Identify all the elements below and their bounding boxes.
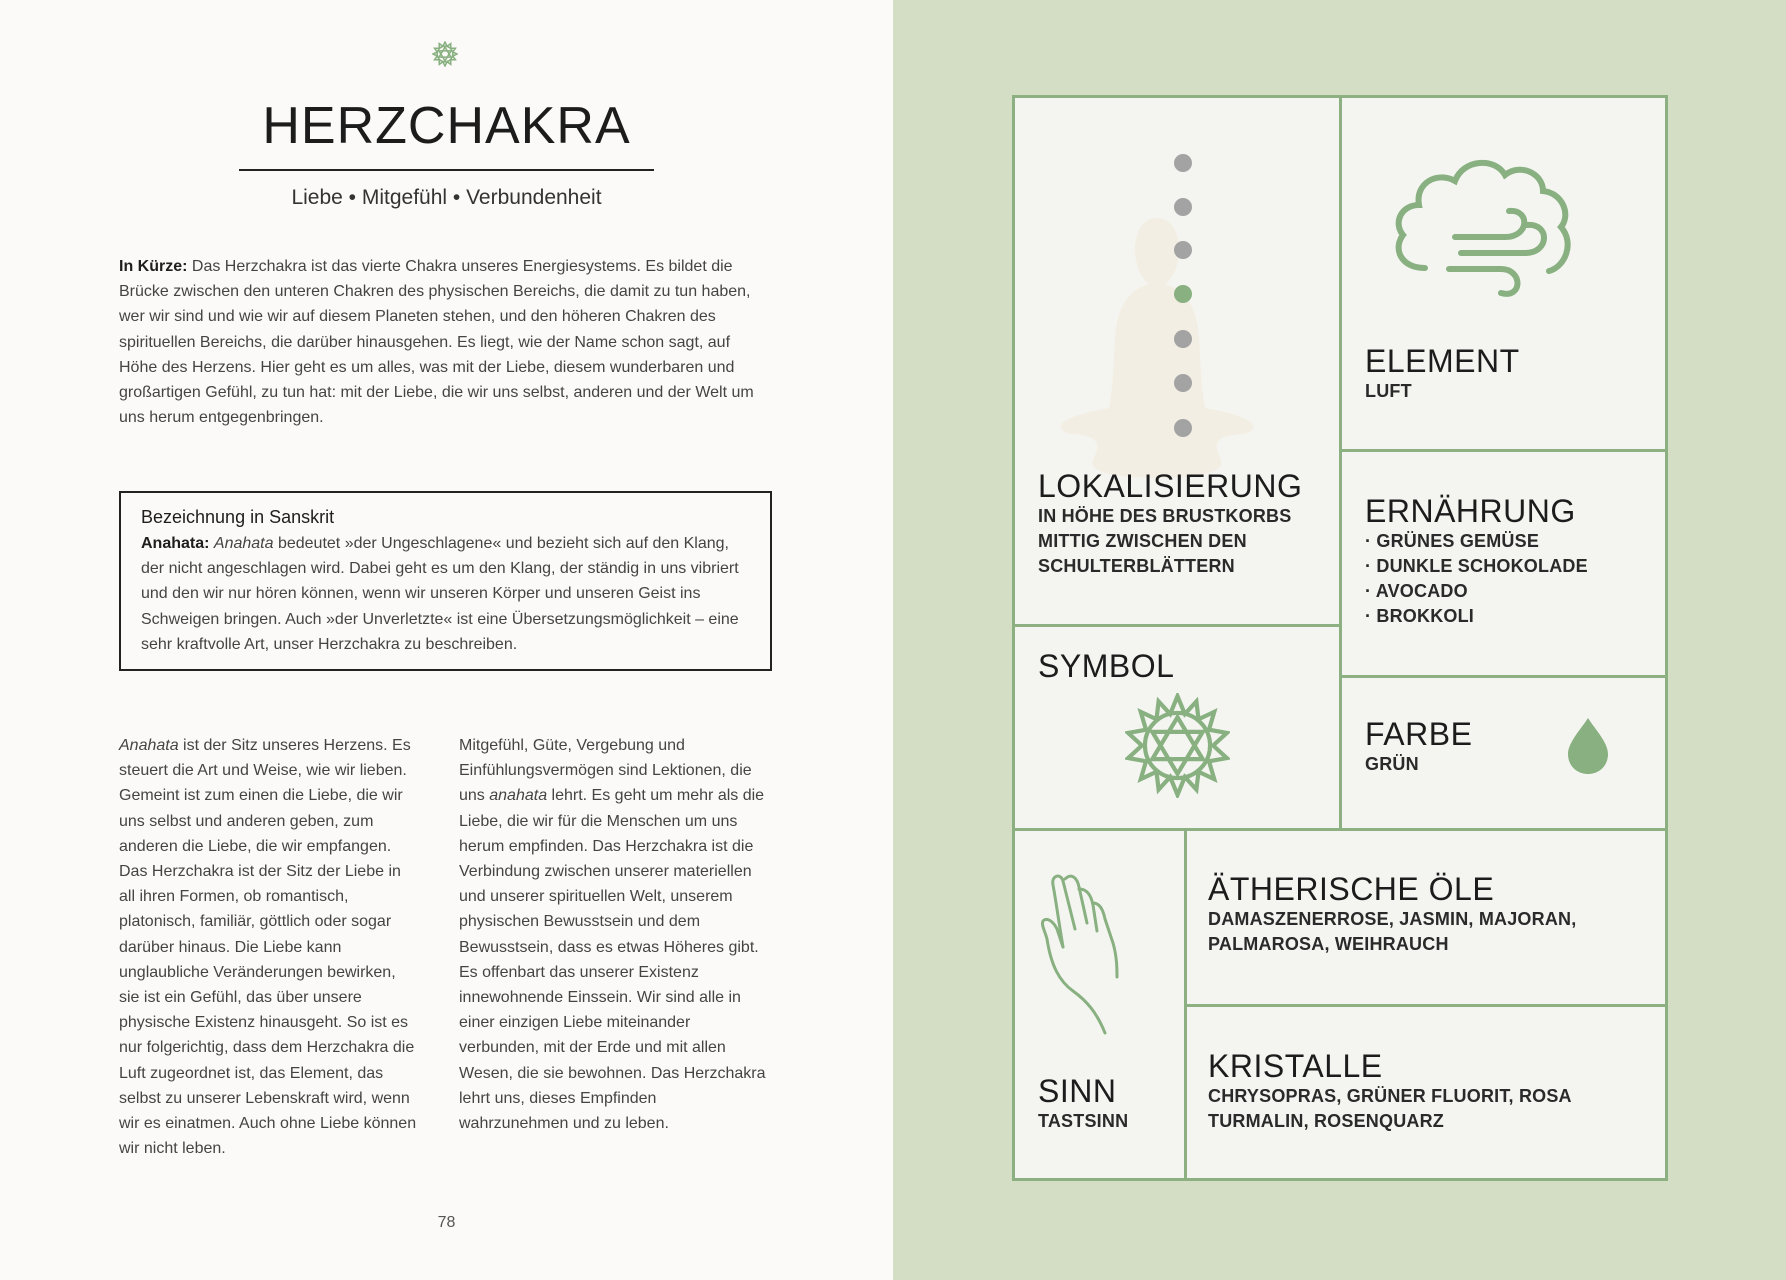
heart-chakra-symbol-icon	[1125, 693, 1230, 798]
oele-value	[1208, 907, 1576, 957]
sinn-value: TASTSINN	[1038, 1111, 1129, 1131]
grid-divider	[1339, 675, 1665, 678]
kristalle-label: KRISTALLE	[1208, 1048, 1383, 1084]
element-value: LUFT	[1365, 381, 1412, 401]
chakra-dot-crown	[1174, 154, 1192, 172]
ernaehrung-item: · GRÜNES GEMÜSE	[1365, 531, 1540, 551]
sanskrit-description: bedeutet »der Ungeschlagene« und bezieht sich auf den Klang, der nicht angeschlagen wird. Dabei geht es um den Klang, der ständig in uns vibriert und den wir nur hören können, wenn wir unseren Körper und unseren Geist ins Schweigen bringen. Auch »der Unverletzte« ist eine Übersetzungsmöglichkeit – eine sehr kraftvolle Art, unser Herzchakra zu beschreiben.	[141, 535, 739, 653]
chakra-dot-throat	[1174, 241, 1192, 259]
column1-term: Anahata	[119, 737, 179, 754]
grid-divider	[1339, 98, 1342, 828]
column1-text: ist der Sitz unseres Herzens. Es steuert die Art und Weise, wie wir lieben. Gemeint ist zum einen die Liebe, die wir uns selbst und anderen geben, zum anderen die Liebe, die wir empfangen. Das Herzchakra ist der Sitz der Liebe in all ihren Formen, ob romantisch, platonisch, familiär, göttlich oder sogar darüber hinaus. Die Liebe kann unglaubliche Veränderungen bewirken, sie ist ein Gefühl, das über unsere physische Existenz hinausgeht. So ist es nur folgerichtig, dass dem Herzchakra die Luft zugeordnet ist, das Element, das selbst zu unserer Lebenskraft wird, wenn wir es einatmen. Auch ohne Liebe können wir nicht leben.	[119, 737, 417, 1158]
green-drop-icon	[1568, 718, 1608, 774]
column2-text-a: Mitgefühl, Güte, Vergebung und Einfühlungsvermögen sind Lektionen, die uns	[459, 737, 752, 805]
body-column-1	[119, 733, 419, 1161]
farbe-label: FARBE	[1365, 716, 1473, 752]
oele-label: ÄTHERISCHE ÖLE	[1208, 871, 1495, 907]
oele-line: DAMASZENERROSE, JASMIN, MAJORAN,	[1208, 909, 1577, 929]
grid-divider	[1015, 828, 1665, 831]
sinn-label: SINN	[1038, 1073, 1117, 1109]
chakra-dot-heart-active	[1174, 285, 1192, 303]
chakra-dot-solar-plexus	[1174, 330, 1192, 348]
chakra-dot-third-eye	[1174, 198, 1192, 216]
grid-divider	[1339, 449, 1665, 452]
element-label: ELEMENT	[1365, 343, 1520, 379]
wind-cloud-icon	[1385, 153, 1585, 313]
column2-text-b: lehrt. Es geht um mehr als die Liebe, die wir für die Menschen um uns herum empfinden. Das Herzchakra ist die Verbindung zwischen unserer materiellen und unserer spirituellen Welt, unserem physischen Bewusstsein und dem Bewusstsein, dass es etwas Höheres gibt. Es offenbart das unserer Existenz innewohnende Einssein. Wir sind alle in einer einzigen Liebe miteinander verbunden, mit der Erde und mit allen Wesen, die sie bewohnen. Das Herzchakra lehrt uns, dieses Empfinden wahrzunehmen und zu leben.	[459, 787, 766, 1133]
lokalisierung-value	[1038, 504, 1291, 579]
lokalisierung-label: LOKALISIERUNG	[1038, 468, 1303, 504]
body-column-2	[459, 733, 769, 1136]
heart-chakra-icon	[432, 41, 458, 67]
title-divider	[239, 169, 654, 171]
ernaehrung-item: · DUNKLE SCHOKOLADE	[1365, 556, 1588, 576]
ernaehrung-label: ERNÄHRUNG	[1365, 493, 1576, 529]
lokalisierung-line: MITTIG ZWISCHEN DEN	[1038, 531, 1247, 551]
chakra-dot-sacral	[1174, 374, 1192, 392]
kristalle-line: CHRYSOPRAS, GRÜNER FLUORIT, ROSA	[1208, 1086, 1572, 1106]
page-subtitle: Liebe • Mitgefühl • Verbundenheit	[291, 186, 602, 209]
lokalisierung-line: IN HÖHE DES BRUSTKORBS	[1038, 506, 1292, 526]
intro-text: Das Herzchakra ist das vierte Chakra unseres Energiesystems. Es bildet die Brücke zwischen den unteren Chakren des physischen Bereichs, die damit zu tun haben, wer wir sind und wie wir auf diesem Planeten stehen, und den höheren Chakren des spirituellen Bereichs, die darüber hinausgehen. Es liegt, wie der Name schon sagt, auf Höhe des Herzens. Hier geht es um alles, was mit der Liebe, diesem wunderbaren und großartigen Gefühl, zu tun hat: mit der Liebe, die wir uns selbst, anderen und der Welt um uns herum entgegenbringen.	[119, 258, 754, 427]
page-number: 78	[437, 1214, 456, 1231]
kristalle-line: TURMALIN, ROSENQUARZ	[1208, 1111, 1444, 1131]
column2-term: anahata	[489, 787, 548, 805]
hand-icon	[1037, 873, 1147, 1043]
intro-paragraph	[119, 254, 769, 430]
kristalle-value	[1208, 1084, 1572, 1134]
info-grid	[1012, 95, 1668, 1181]
meditating-figure-icon	[1037, 188, 1277, 488]
sanskrit-term: Anahata	[213, 535, 274, 552]
farbe-value: GRÜN	[1365, 754, 1419, 774]
sanskrit-box-title: Bezeichnung in Sanskrit	[141, 507, 335, 527]
page-title: HERZCHAKRA	[262, 97, 631, 155]
ernaehrung-list	[1365, 529, 1588, 629]
oele-line: PALMAROSA, WEIHRAUCH	[1208, 934, 1449, 954]
grid-divider	[1184, 1004, 1665, 1007]
ernaehrung-item: · BROKKOLI	[1365, 606, 1475, 626]
chakra-dot-root	[1174, 419, 1192, 437]
sanskrit-label: Anahata:	[141, 535, 210, 552]
sanskrit-box-text	[141, 531, 750, 657]
symbol-label: SYMBOL	[1038, 648, 1175, 684]
grid-divider	[1184, 828, 1187, 1178]
ernaehrung-item: · AVOCADO	[1365, 581, 1468, 601]
sanskrit-box	[119, 491, 772, 671]
lokalisierung-line: SCHULTERBLÄTTERN	[1038, 556, 1235, 576]
intro-label: In Kürze:	[119, 258, 188, 275]
grid-divider	[1015, 624, 1341, 627]
